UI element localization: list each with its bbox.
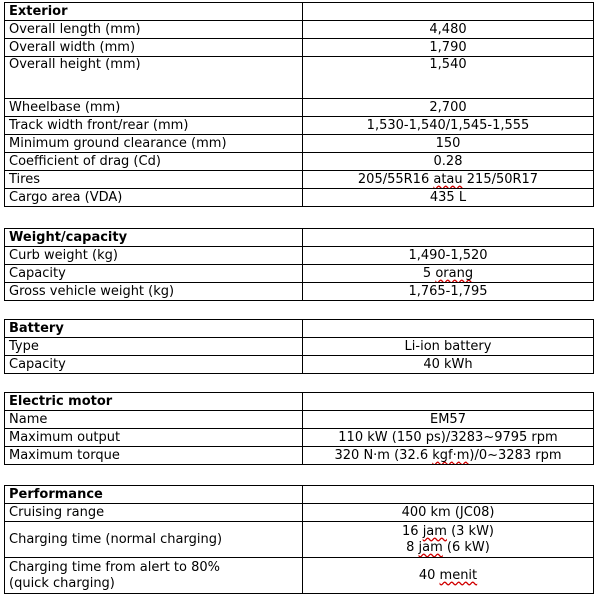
- section-title: Electric motor: [5, 393, 303, 411]
- spec-value-part: 40: [418, 567, 440, 583]
- performance-table: [4, 485, 594, 594]
- section-title: Weight/capacity: [5, 229, 303, 247]
- spec-label: Coefficient of drag (Cd): [5, 153, 303, 171]
- spec-value-part: (3 kW): [446, 523, 494, 539]
- spec-label: Capacity: [5, 265, 303, 283]
- spellcheck-word: orang: [435, 265, 474, 281]
- spec-label: [5, 558, 303, 594]
- spellcheck-word: jam: [418, 539, 443, 555]
- section-title: Battery: [5, 320, 303, 338]
- spec-label: Cruising range: [5, 504, 303, 522]
- spec-value: 2,700: [303, 99, 594, 117]
- section-title: Exterior: [5, 3, 303, 21]
- spec-value: 150: [303, 135, 594, 153]
- spec-label: Tires: [5, 171, 303, 189]
- spec-label: Maximum output: [5, 429, 303, 447]
- spec-value: 4,480: [303, 21, 594, 39]
- electric-motor-table: [4, 392, 594, 465]
- spec-value-line: [307, 540, 589, 556]
- section-title: Performance: [5, 486, 303, 504]
- spec-label: Wheelbase (mm): [5, 99, 303, 117]
- spec-label-line: (quick charging): [9, 575, 115, 591]
- spec-label: Maximum torque: [5, 447, 303, 465]
- exterior-table: [4, 2, 594, 207]
- spellcheck-word: kgf·m: [432, 447, 470, 463]
- spec-label: Charging time (normal charging): [5, 522, 303, 558]
- spec-value-part: 205/55R16: [357, 171, 434, 187]
- spec-value: 435 L: [303, 189, 594, 207]
- spec-value-part: (6 kW): [442, 539, 490, 555]
- spec-label: Type: [5, 338, 303, 356]
- spec-label: Track width front/rear (mm): [5, 117, 303, 135]
- spec-label-line: Charging time from alert to 80%: [9, 559, 221, 575]
- spec-value: 400 km (JC08): [303, 504, 594, 522]
- weight-capacity-table: [4, 228, 594, 301]
- spec-value: EM57: [303, 411, 594, 429]
- spec-value: 1,790: [303, 39, 594, 57]
- spec-value: [303, 171, 594, 189]
- spec-label: Overall height (mm): [5, 57, 303, 99]
- spec-value: [303, 522, 594, 558]
- spec-value-part: 5: [422, 265, 436, 281]
- spec-value-line: [307, 524, 589, 540]
- spec-value: [303, 265, 594, 283]
- spellcheck-word: jam: [422, 523, 447, 539]
- spec-label: Overall width (mm): [5, 39, 303, 57]
- spec-value: 0.28: [303, 153, 594, 171]
- spec-value-part: 16: [402, 523, 423, 539]
- spec-value-part: 8: [406, 539, 419, 555]
- spec-value: 1,490-1,520: [303, 247, 594, 265]
- spec-label: Capacity: [5, 356, 303, 374]
- spec-label: Cargo area (VDA): [5, 189, 303, 207]
- spec-value-part: 320 N·m (32.6: [334, 447, 433, 463]
- spec-value: [303, 447, 594, 465]
- spec-value-part: 215/50R17: [462, 171, 539, 187]
- spec-value: 1,540: [303, 57, 594, 99]
- spec-value: 1,530-1,540/1,545-1,555: [303, 117, 594, 135]
- spec-value: 40 kWh: [303, 356, 594, 374]
- spec-value: 1,765-1,795: [303, 283, 594, 301]
- spec-label: Gross vehicle weight (kg): [5, 283, 303, 301]
- spec-value: 110 kW (150 ps)/3283~9795 rpm: [303, 429, 594, 447]
- spec-value: Li-ion battery: [303, 338, 594, 356]
- spec-value-part: )/0~3283 rpm: [469, 447, 562, 463]
- spec-label: Overall length (mm): [5, 21, 303, 39]
- spellcheck-word: atau: [433, 171, 463, 187]
- spec-label: Curb weight (kg): [5, 247, 303, 265]
- spec-value: [303, 558, 594, 594]
- spellcheck-word: menit: [439, 567, 478, 583]
- spec-label: Name: [5, 411, 303, 429]
- battery-table: [4, 319, 594, 374]
- spec-label: Minimum ground clearance (mm): [5, 135, 303, 153]
